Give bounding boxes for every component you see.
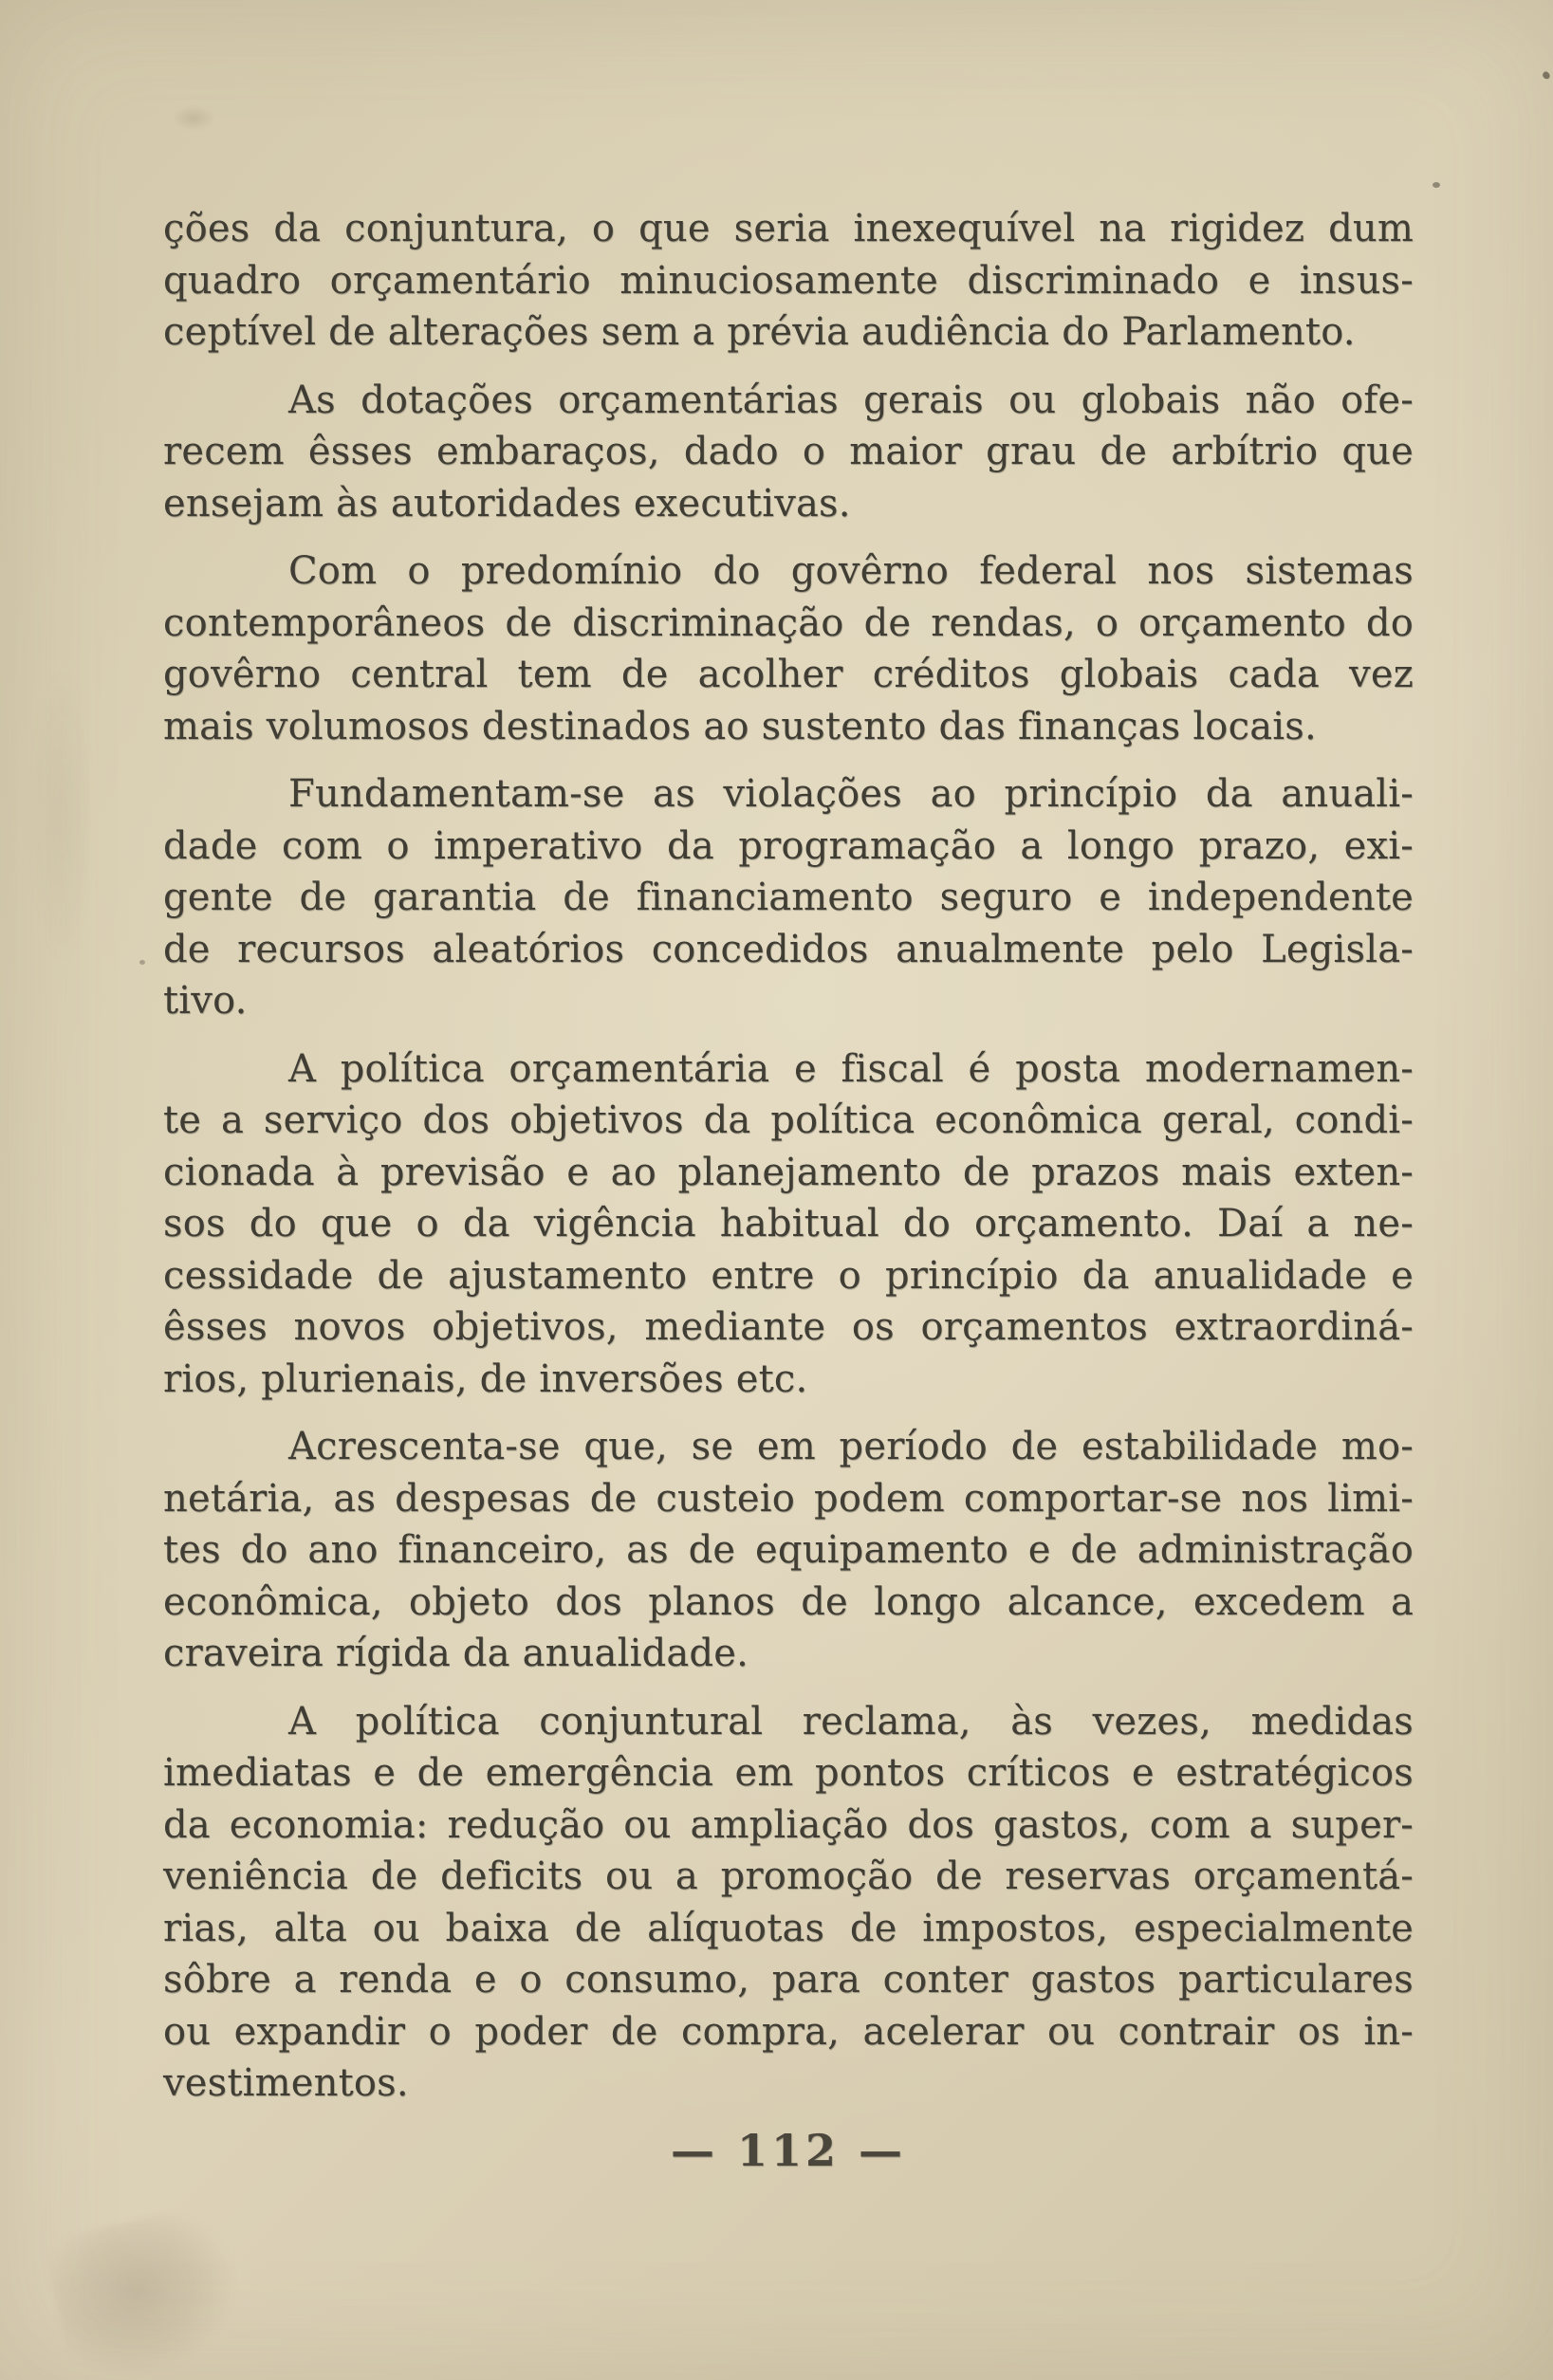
text-line: sôbre a renda e o consumo, para conter gastos particulares: [163, 1958, 1414, 2002]
text-line: êsses novos objetivos, mediante os orçamentos extraordiná-: [163, 1305, 1414, 1349]
text-line: govêrno central tem de acolher créditos globais cada vez: [163, 653, 1414, 696]
text-line: da economia: redução ou ampliação dos gastos, com a super-: [163, 1802, 1414, 1847]
text-line: ções da conjuntura, o que seria inexequível na rigidez dum: [163, 207, 1414, 250]
paper-smudge: [173, 106, 214, 131]
ink-speck: [1542, 70, 1552, 80]
text-line: craveira rígida da anualidade.: [163, 1632, 749, 1675]
text-line: cionada à previsão e ao planejamento de prazos mais exten-: [163, 1150, 1414, 1194]
paragraph: [163, 1043, 1414, 1406]
text-line: rios, plurienais, de inversões etc.: [163, 1356, 808, 1401]
text-line: cessidade de ajustamento entre o princípio da anualidade e: [163, 1253, 1414, 1298]
text-line: rias, alta ou baixa de alíquotas de impostos, especialmente: [163, 1906, 1414, 1950]
ink-speck: [1433, 182, 1440, 188]
paper-smudge: [28, 664, 95, 968]
paragraph: [163, 768, 1414, 1027]
text-line: de recursos aleatórios concedidos anualmente pelo Legisla-: [163, 927, 1414, 971]
text-line: A política orçamentária e fiscal é posta modernamen-: [288, 1046, 1414, 1091]
text-line: sos do que o da vigência habitual do orçamento. Daí a ne-: [163, 1202, 1414, 1245]
text-line: quadro orçamentário minuciosamente discriminado e insus-: [163, 258, 1414, 303]
paper-smudge: [43, 2203, 250, 2380]
text-line: vestimentos.: [163, 2061, 409, 2105]
text-line: econômica, objeto dos planos de longo alcance, excedem a: [163, 1579, 1414, 1624]
paragraph: [163, 1696, 1414, 2110]
text-line: imediatas e de emergência em pontos críticos e estratégicos: [163, 1751, 1414, 1795]
text-line: veniência de deficits ou a promoção de reservas orçamentá-: [163, 1854, 1414, 1898]
text-line: ceptível de alterações sem a prévia audiência do Parlamento.: [163, 310, 1356, 354]
paragraph: [163, 203, 1414, 359]
text-line: A política conjuntural reclama, às vezes, medidas: [288, 1699, 1414, 1743]
body-text: [163, 203, 1414, 2126]
paragraph: [163, 375, 1414, 530]
text-line: te a serviço dos objetivos da política econômica geral, condi-: [163, 1098, 1414, 1142]
paragraph: [163, 545, 1414, 752]
text-line: netária, as despesas de custeio podem comportar-se nos limi-: [163, 1476, 1414, 1521]
text-line: gente de garantia de financiamento seguro e independente: [163, 876, 1414, 919]
text-line: mais volumosos destinados ao sustento das finanças locais.: [163, 704, 1317, 748]
text-line: Acrescenta-se que, se em período de estabilidade mo-: [288, 1425, 1414, 1468]
text-line: recem êsses embaraços, dado o maior grau de arbítrio que: [163, 430, 1414, 473]
text-line: ou expandir o poder de compra, acelerar ou contrair os in-: [163, 2009, 1414, 2054]
text-line: contemporâneos de discriminação de rendas, o orçamento do: [163, 600, 1414, 645]
text-line: As dotações orçamentárias gerais ou globais não ofe-: [288, 378, 1414, 422]
paragraph: [163, 1421, 1414, 1680]
page-number: — 112 —: [670, 2125, 907, 2176]
text-line: Fundamentam-se as violações ao princípio da anuali-: [288, 772, 1414, 816]
text-line: tes do ano financeiro, as de equipamento e de administração: [163, 1528, 1414, 1572]
ink-speck: [139, 960, 145, 965]
text-line: Com o predomínio do govêrno federal nos sistemas: [288, 549, 1414, 593]
text-line: dade com o imperativo da programação a longo prazo, exi-: [163, 823, 1414, 868]
text-line: ensejam às autoridades executivas.: [163, 481, 851, 526]
text-line: tivo.: [163, 979, 248, 1023]
